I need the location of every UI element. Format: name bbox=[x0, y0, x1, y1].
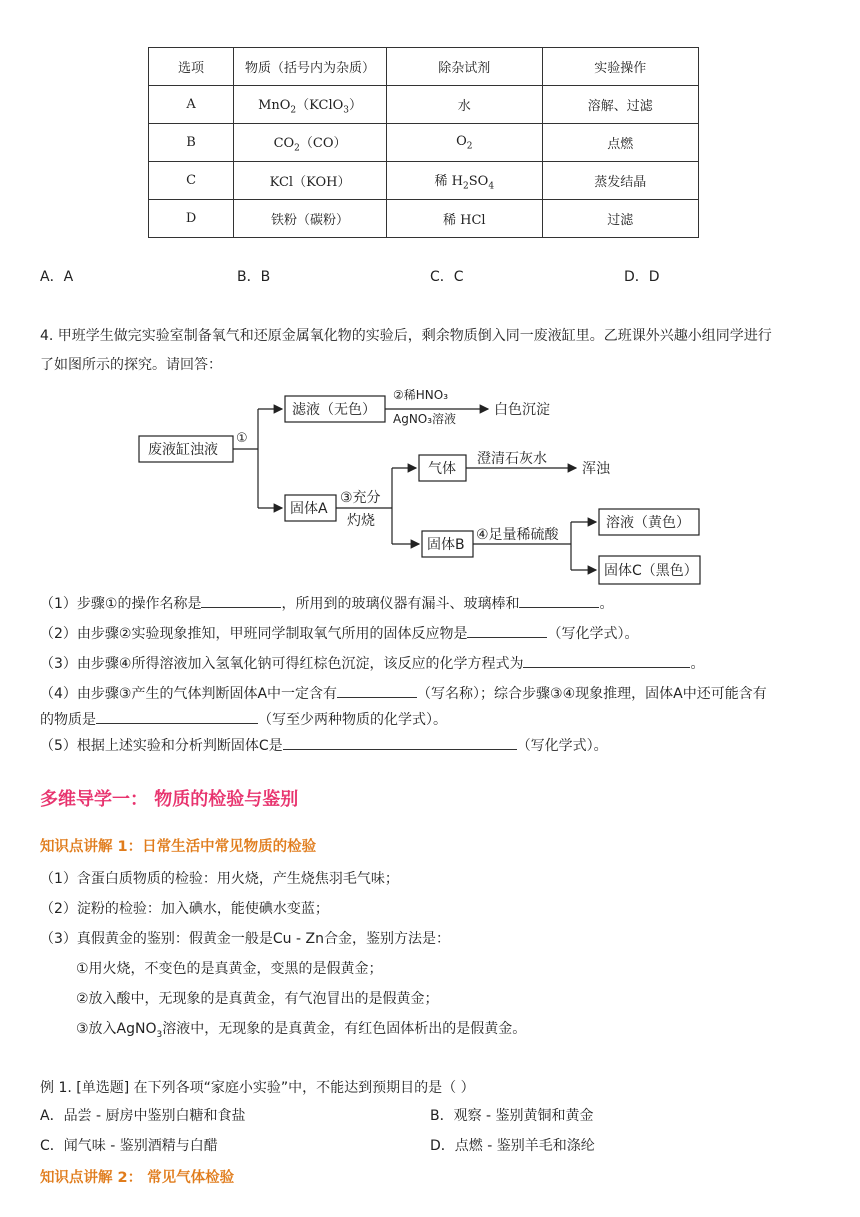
options-table bbox=[148, 47, 699, 238]
table-header: 选项 bbox=[149, 48, 234, 86]
point-line-3: （3）真假黄金的鉴别：假黄金一般是Cu - Zn合金，鉴别方法是： bbox=[40, 931, 450, 947]
table-cell: B bbox=[149, 124, 234, 162]
table-cell: 稀 $H_2SO_4$ bbox=[387, 162, 543, 200]
table-cell: 稀 HCl bbox=[387, 200, 543, 238]
section-title: 多维导学一： 物质的检验与鉴别 bbox=[40, 789, 299, 810]
answer-option-c[interactable]: C．C bbox=[430, 269, 464, 285]
table-cell: C bbox=[149, 162, 234, 200]
question-1: （1）步骤①的操作名称是 ，所用到的玻璃仪器有漏斗、玻璃棒和 。 bbox=[40, 593, 613, 613]
table-cell: A bbox=[149, 86, 234, 124]
answer-blank[interactable] bbox=[96, 709, 258, 724]
question-5: （5）根据上述实验和分析判断固体C是 （写化学式）。 bbox=[40, 735, 608, 755]
knowledge-point-1-title: 知识点讲解 1：日常生活中常见物质的检验 bbox=[40, 839, 317, 855]
answer-option-a[interactable]: A．A bbox=[40, 269, 74, 285]
answer-option-b[interactable]: B．B bbox=[237, 269, 271, 285]
question-4-stem-line1: 4. 甲班学生做完实验室制备氧气和还原金属氧化物的实验后，剩余物质倒入同一废液缸里。乙班课外兴趣小组同学进行 bbox=[40, 328, 772, 344]
solid-a-label: 固体A bbox=[290, 501, 328, 517]
white-precipitate-label: 白色沉淀 bbox=[494, 402, 550, 418]
answer-blank[interactable] bbox=[523, 653, 690, 668]
table-cell: D bbox=[149, 200, 234, 238]
turbid-label: 浑浊 bbox=[582, 461, 610, 477]
flow-diagram bbox=[0, 380, 860, 590]
table-header-row bbox=[149, 48, 699, 86]
step-3-label: ③充分 bbox=[340, 490, 381, 506]
step-2-reagent: AgNO₃溶液 bbox=[393, 412, 457, 426]
table-cell: 水 bbox=[387, 86, 543, 124]
solution-label: 溶液（黄色） bbox=[606, 515, 690, 531]
point-line-2: （2）淀粉的检验：加入碘水，能使碘水变蓝； bbox=[40, 901, 329, 917]
waste-label: 废液缸浊液 bbox=[148, 442, 218, 458]
step-1-label: ① bbox=[236, 431, 248, 446]
table-cell: MnO$_2$（KClO$_3$） bbox=[234, 86, 387, 124]
point-line-3c: ③放入AgNO$_3$溶液中，无现象的是真黄金，有红色固体析出的是假黄金。 bbox=[76, 1021, 527, 1040]
limewater-label: 澄清石灰水 bbox=[477, 451, 547, 467]
gas-label: 气体 bbox=[428, 461, 456, 477]
knowledge-point-2-title: 知识点讲解 2： 常见气体检验 bbox=[40, 1170, 235, 1186]
table-row bbox=[149, 200, 699, 238]
example-1-option-d[interactable]: D．点燃 - 鉴别羊毛和涤纶 bbox=[430, 1138, 595, 1154]
question-4-b: 的物质是 （写至少两种物质的化学式）。 bbox=[40, 709, 447, 729]
step-2-label: ②稀HNO₃ bbox=[393, 388, 449, 402]
table-row bbox=[149, 162, 699, 200]
answer-blank[interactable] bbox=[201, 593, 281, 608]
table-cell: 点燃 bbox=[542, 124, 698, 162]
table-cell: 铁粉（碳粉） bbox=[234, 200, 387, 238]
table-cell: 溶解、过滤 bbox=[542, 86, 698, 124]
table-cell: KCl（KOH） bbox=[234, 162, 387, 200]
example-1-option-a[interactable]: A．品尝 - 厨房中鉴别白糖和食盐 bbox=[40, 1108, 246, 1124]
table-cell: $O_2$ bbox=[387, 124, 543, 162]
table-header: 物质（括号内为杂质） bbox=[234, 48, 387, 86]
solid-c-label: 固体C（黑色） bbox=[604, 563, 698, 579]
example-1-stem: 例 1. [单选题] 在下列各项“家庭小实验”中，不能达到预期目的是（ ） bbox=[40, 1080, 475, 1096]
question-4-stem-line2: 了如图所示的探究。请回答： bbox=[40, 357, 222, 373]
question-3: （3）由步骤④所得溶液加入氢氧化钠可得红棕色沉淀，该反应的化学方程式为 。 bbox=[40, 653, 704, 673]
question-4-a: （4）由步骤③产生的气体判断固体A中一定含有 （写名称）；综合步骤③④现象推理，固体A中还可能含有 bbox=[40, 683, 767, 703]
filtrate-label: 滤液（无色） bbox=[292, 402, 376, 418]
answer-blank[interactable] bbox=[283, 735, 517, 750]
table-row bbox=[149, 124, 699, 162]
table-cell: 蒸发结晶 bbox=[542, 162, 698, 200]
answer-blank[interactable] bbox=[467, 623, 547, 638]
example-1-option-c[interactable]: C．闻气味 - 鉴别酒精与白醋 bbox=[40, 1138, 218, 1154]
question-2: （2）由步骤②实验现象推知，甲班同学制取氧气所用的固体反应物是 （写化学式）。 bbox=[40, 623, 638, 643]
point-line-3b: ②放入酸中，无现象的是真黄金，有气泡冒出的是假黄金； bbox=[76, 991, 439, 1007]
answer-blank[interactable] bbox=[519, 593, 599, 608]
point-line-3a: ①用火烧，不变色的是真黄金，变黑的是假黄金； bbox=[76, 961, 383, 977]
step-3-label-2: 灼烧 bbox=[347, 513, 375, 529]
table-header: 实验操作 bbox=[542, 48, 698, 86]
point-line-1: （1）含蛋白质物质的检验：用火烧，产生烧焦羽毛气味； bbox=[40, 871, 399, 887]
table-row bbox=[149, 86, 699, 124]
example-1-option-b[interactable]: B．观察 - 鉴别黄铜和黄金 bbox=[430, 1108, 594, 1124]
answer-blank[interactable] bbox=[337, 683, 417, 698]
table-cell: 过滤 bbox=[542, 200, 698, 238]
answer-option-d[interactable]: D．D bbox=[624, 269, 660, 285]
step-4-label: ④足量稀硫酸 bbox=[476, 527, 559, 543]
table-cell: $CO_2(CO)$ bbox=[234, 124, 387, 162]
table-header: 除杂试剂 bbox=[387, 48, 543, 86]
solid-b-label: 固体B bbox=[427, 537, 465, 553]
